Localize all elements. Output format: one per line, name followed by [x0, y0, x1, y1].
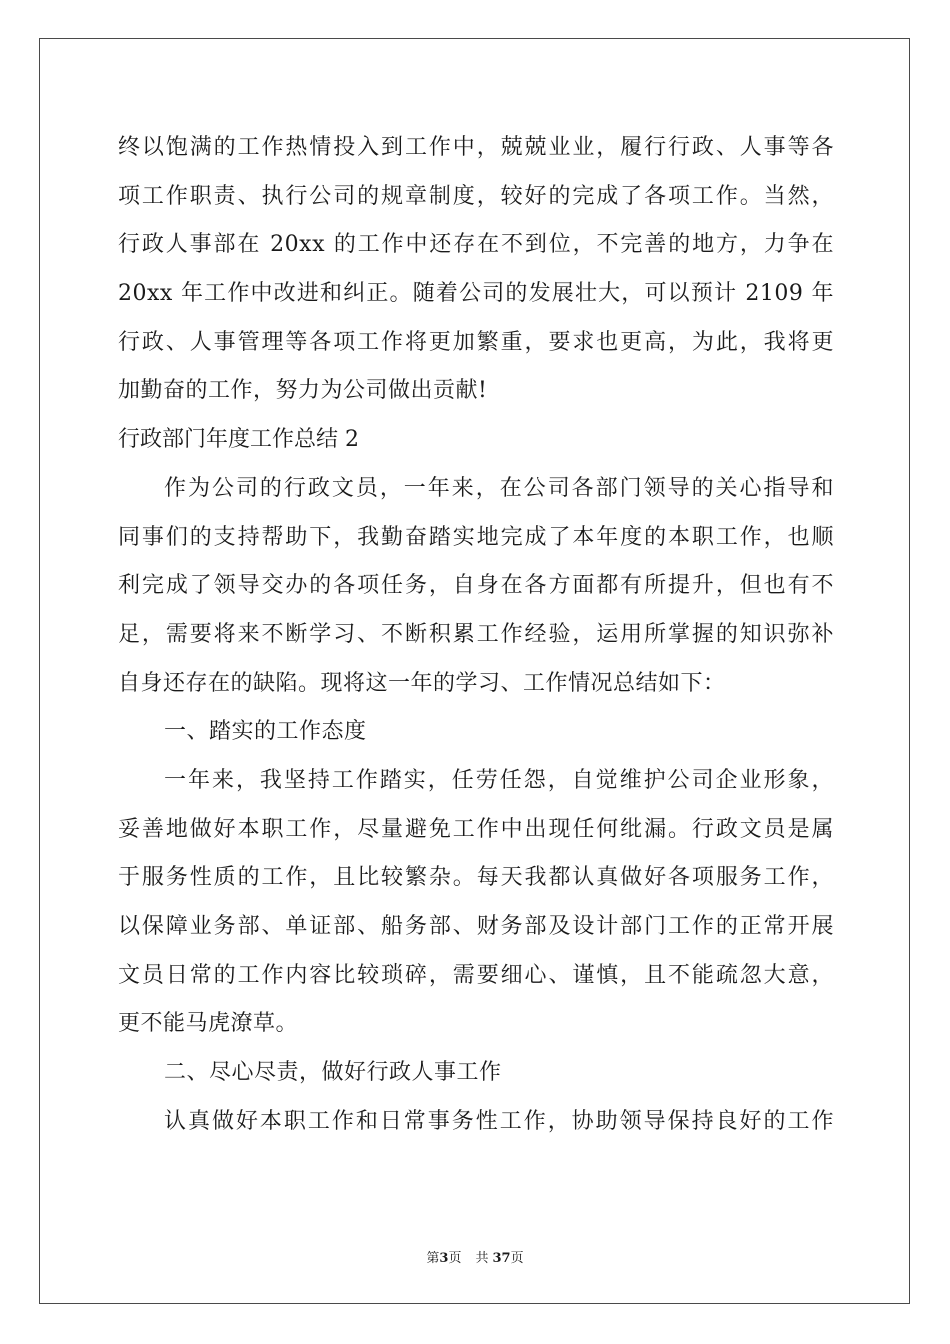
text-line: 利完成了领导交办的各项任务，自身在各方面都有所提升，但也有不 [118, 573, 834, 599]
text-line: 加勤奋的工作，努力为公司做出贡献! [118, 378, 488, 404]
text-line: 认真做好本职工作和日常事务性工作，协助领导保持良好的工作 [164, 1108, 834, 1134]
page-suffix: 页 [448, 1251, 462, 1266]
text-line: 同事们的支持帮助下，我勤奋踏实地完成了本年度的本职工作，也顺 [118, 524, 834, 550]
text-line: 20xx 年工作中改进和纠正。随着公司的发展壮大，可以预计 2109 年 [118, 281, 834, 307]
section-heading: 行政部门年度工作总结 2 [118, 427, 359, 453]
text-line: 项工作职责、执行公司的规章制度，较好的完成了各项工作。当然， [118, 183, 834, 209]
text-line: 行政人事部在 20xx 的工作中还存在不到位，不完善的地方，力争在 [118, 232, 834, 258]
total-prefix: 共 [475, 1251, 489, 1266]
total-suffix: 页 [510, 1251, 524, 1266]
text-line: 终以饱满的工作热情投入到工作中，兢兢业业，履行行政、人事等各 [118, 135, 834, 160]
text-line: 于服务性质的工作，且比较繁杂。每天我都认真做好各项服务工作， [118, 865, 834, 891]
page-footer [0, 1247, 950, 1266]
text-line: 更不能马虎潦草。 [118, 1011, 299, 1037]
text-line: 一年来，我坚持工作踏实，任劳任怨，自觉维护公司企业形象， [164, 767, 834, 793]
text-line: 自身还存在的缺陷。现将这一年的学习、工作情况总结如下： [118, 670, 726, 696]
text-line: 以保障业务部、单证部、船务部、财务部及设计部门工作的正常开展 [118, 914, 834, 939]
page-number: 3 [439, 1251, 449, 1266]
text-line: 文员日常的工作内容比较琐碎，需要细心、谨慎，且不能疏忽大意， [118, 962, 834, 988]
text-line: 行政、人事管理等各项工作将更加繁重，要求也更高，为此，我将更 [118, 329, 834, 355]
text-line: 作为公司的行政文员，一年来，在公司各部门领导的关心指导和 [164, 475, 834, 501]
document-body [118, 124, 834, 1146]
page-prefix: 第 [426, 1251, 440, 1266]
total-pages: 37 [492, 1251, 511, 1266]
text-line: 足，需要将来不断学习、不断积累工作经验，运用所掌握的知识弥补 [118, 621, 834, 647]
text-line: 一、踏实的工作态度 [164, 719, 367, 745]
text-line: 二、尽心尽责，做好行政人事工作 [164, 1060, 502, 1086]
text-line: 妥善地做好本职工作，尽量避免工作中出现任何纰漏。行政文员是属 [118, 816, 834, 842]
